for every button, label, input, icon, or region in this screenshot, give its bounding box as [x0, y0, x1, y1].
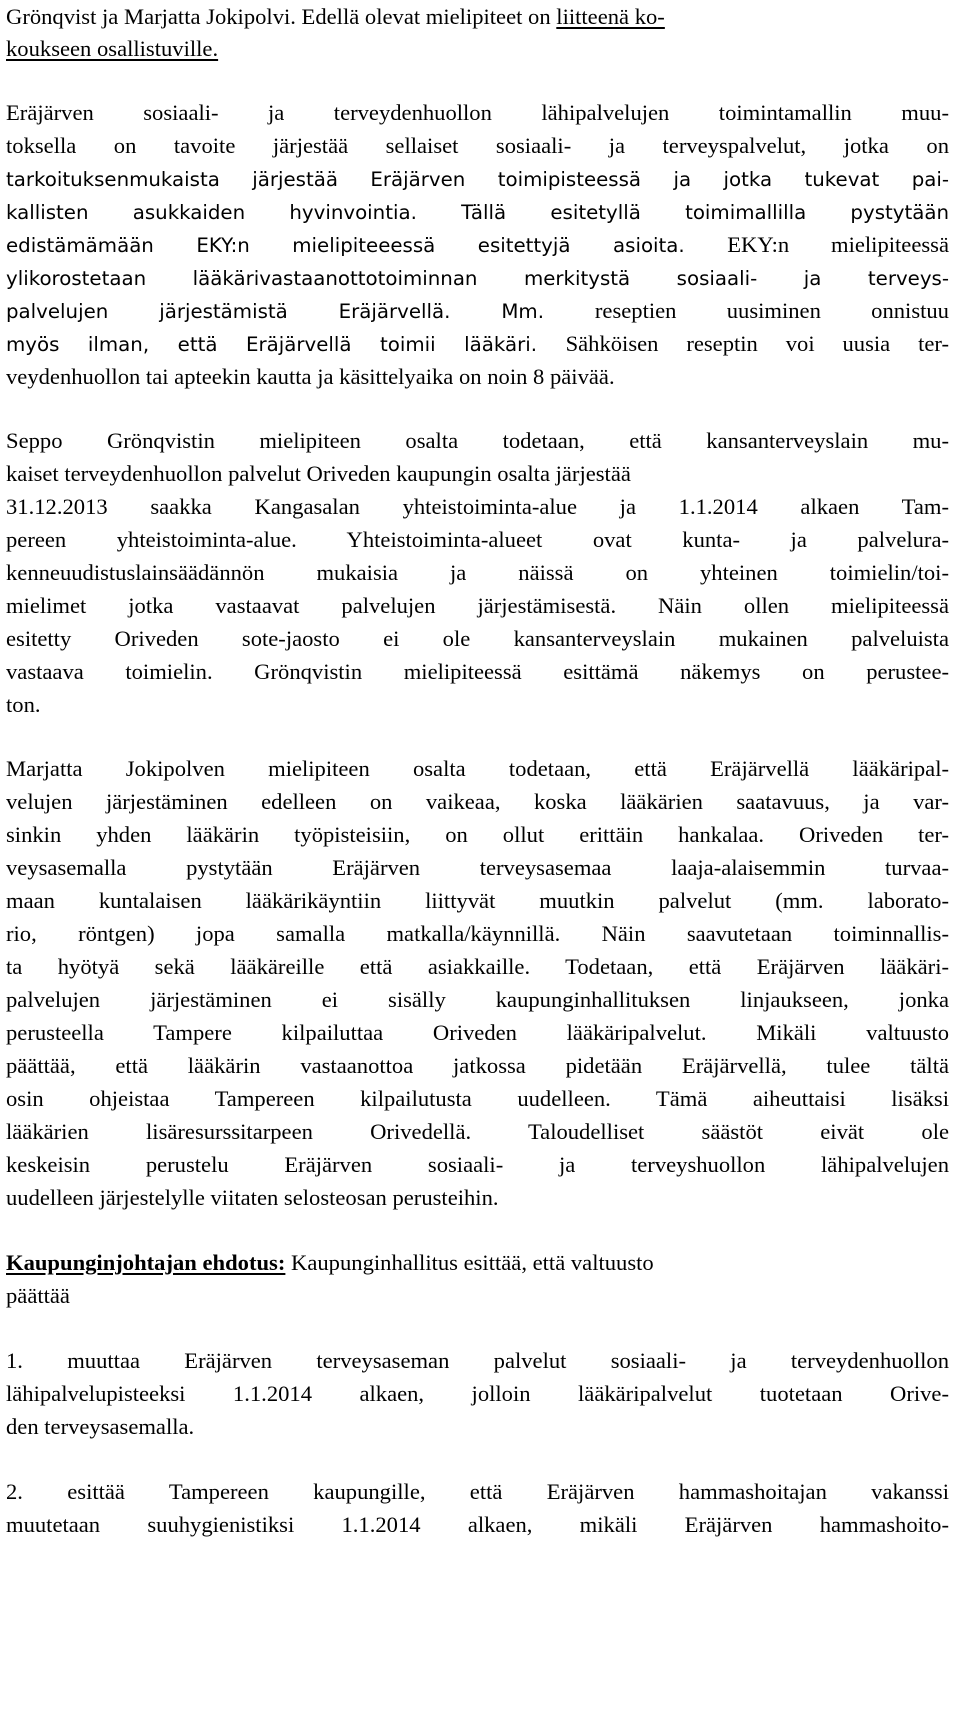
text-run: lähipalvelupisteeksi 1.1.2014 alkaen, jolloin lääkäripalvelut tuotetaan Orive- — [6, 1381, 949, 1406]
text-line — [6, 984, 949, 1016]
text-line — [6, 163, 949, 195]
text-run: Kaupunginhallitus esittää, että valtuusto — [285, 1250, 654, 1275]
text-run: keskeisin perustelu Eräjärven sosiaali- ja terveyshuollon lähipalvelujen — [6, 1152, 949, 1177]
text-line — [6, 590, 949, 622]
text-line — [6, 458, 631, 490]
text-run: myös ilman, että Eräjärvellä toimii lääkäri. — [6, 333, 566, 356]
text-line — [6, 1378, 949, 1410]
text-run: Sähköisen reseptin voi uusia ter- — [565, 331, 949, 356]
text-run: reseptien uusiminen onnistuu — [594, 298, 949, 323]
text-run: sinkin yhden lääkärin työpisteisiin, on ollut erittäin hankalaa. Oriveden ter- — [6, 822, 949, 847]
text-run: kallisten asukkaiden hyvinvointia. — [6, 201, 462, 224]
underlined-text: liitteenä ko- — [556, 4, 665, 29]
text-run: Tällä esitetyllä toimimallilla pystytään — [461, 201, 949, 224]
text-run: lääkärien lisäresurssitarpeen Orivedellä. Taloudelliset säästöt eivät ole — [6, 1119, 949, 1144]
text-run: 1. muuttaa Eräjärven terveysaseman palvelut sosiaali- ja terveydenhuollon — [6, 1348, 949, 1373]
text-run: perusteella Tampere kilpailuttaa Oriveden lääkäripalvelut. Mikäli valtuusto — [6, 1020, 949, 1045]
text-line — [6, 425, 949, 457]
text-line — [6, 1345, 949, 1377]
text-line — [6, 524, 949, 556]
text-run: uudelleen järjestelylle viitaten selosteosan perusteihin. — [6, 1185, 499, 1210]
text-run: rio, röntgen) jopa samalla matkalla/käynnillä. Näin saavutetaan toiminnallis- — [6, 921, 949, 946]
text-run: kaiset terveydenhuollon palvelut Oriveden kaupungin osalta järjestää — [6, 461, 631, 486]
text-line — [6, 1476, 949, 1508]
text-run: edistämämään EKY:n mielipiteeessä esitettyjä asioita. — [6, 234, 728, 257]
text-line — [6, 623, 949, 655]
text-line — [6, 1, 665, 33]
text-run: velujen järjestäminen edelleen on vaikeaa, koska lääkärien saatavuus, ja var- — [6, 789, 949, 814]
text-run: 2. esittää Tampereen kaupungille, että Eräjärven hammashoitajan vakanssi — [6, 1479, 949, 1504]
text-run: veysasemalla pystytään Eräjärven terveysasemaa laaja-alaisemmin turvaa- — [6, 855, 949, 880]
text-line — [6, 656, 949, 688]
text-run: veydenhuollon tai apteekin kautta ja käsittelyaika on noin 8 päivää. — [6, 364, 615, 389]
text-line — [6, 229, 949, 261]
text-line — [6, 753, 949, 785]
text-run: tarkoituksenmukaista järjestää Eräjärven toimipisteessä ja jotka tukevat pai- — [6, 168, 949, 191]
text-line — [6, 1280, 70, 1312]
text-line — [6, 1050, 949, 1082]
text-line — [6, 1247, 654, 1279]
text-line — [6, 852, 949, 884]
text-run: päättää, että lääkärin vastaanottoa jatkossa pidetään Eräjärvellä, tulee tältä — [6, 1053, 949, 1078]
text-run: ton. — [6, 692, 41, 717]
text-run: Grönqvist ja Marjatta Jokipolvi. Edellä olevat mielipiteet on — [6, 4, 557, 29]
text-run: ylikorostetaan lääkärivastaanottotoiminnan merkitystä sosiaali- ja terveys- — [6, 267, 949, 290]
text-line — [6, 328, 949, 360]
underlined-text: koukseen osallistuville. — [6, 36, 219, 61]
text-run: esitetty Oriveden sote-jaosto ei ole kansanterveyslain mukainen palveluista — [6, 626, 949, 651]
text-line — [6, 1116, 949, 1148]
text-line — [6, 262, 949, 294]
text-run: Seppo Grönqvistin mielipiteen osalta todetaan, että kansanterveyslain mu- — [6, 428, 949, 453]
text-line — [6, 97, 949, 129]
text-line — [6, 918, 949, 950]
text-run: Eräjärven sosiaali- ja terveydenhuollon lähipalvelujen toimintamallin muu- — [6, 100, 949, 125]
text-run: den terveysasemalla. — [6, 1414, 195, 1439]
text-line — [6, 689, 41, 721]
text-line — [6, 951, 949, 983]
text-line — [6, 1411, 194, 1443]
text-line — [6, 1182, 499, 1214]
text-run: 31.12.2013 saakka Kangasalan yhteistoiminta-alue ja 1.1.2014 alkaen Tam- — [6, 494, 949, 519]
text-run: päättää — [6, 1283, 70, 1308]
text-line — [6, 1149, 949, 1181]
text-run: palvelujen järjestäminen ei sisälly kaupunginhallituksen linjaukseen, jonka — [6, 987, 949, 1012]
text-line — [6, 786, 949, 818]
text-run: palvelujen järjestämistä Eräjärvellä. Mm. — [6, 300, 595, 323]
text-line — [6, 361, 615, 393]
text-line — [6, 885, 949, 917]
text-line — [6, 491, 949, 523]
text-line — [6, 196, 949, 228]
text-run: maan kuntalaisen lääkärikäyntiin liittyvät muutkin palvelut (mm. laborato- — [6, 888, 949, 913]
text-run: mielimet jotka vastaavat palvelujen järjestämisestä. Näin ollen mielipiteessä — [6, 593, 949, 618]
text-run: osin ohjeistaa Tampereen kilpailutusta uudelleen. Tämä aiheuttaisi lisäksi — [6, 1086, 949, 1111]
text-line — [6, 130, 949, 162]
text-line — [6, 1083, 949, 1115]
text-run: kenneuudistuslainsäädännön mukaisia ja näissä on yhteinen toimielin/toi- — [6, 560, 949, 585]
text-line — [6, 33, 218, 65]
text-run: Marjatta Jokipolven mielipiteen osalta todetaan, että Eräjärvellä lääkäripal- — [6, 756, 949, 781]
text-line — [6, 557, 949, 589]
text-line — [6, 1017, 949, 1049]
text-line — [6, 1509, 949, 1541]
text-run: toksella on tavoite järjestää sellaiset sosiaali- ja terveyspalvelut, jotka on — [6, 133, 949, 158]
text-run: ta hyötyä sekä lääkäreille että asiakkaille. Todetaan, että Eräjärven lääkäri- — [6, 954, 949, 979]
text-line — [6, 819, 949, 851]
text-line — [6, 295, 949, 327]
text-run: vastaava toimielin. Grönqvistin mielipiteessä esittämä näkemys on perustee- — [6, 659, 949, 684]
text-run: EKY:n mielipiteessä — [727, 232, 949, 257]
text-run: pereen yhteistoiminta-alue. Yhteistoiminta-alueet ovat kunta- ja palvelura- — [6, 527, 949, 552]
text-run: muutetaan suuhygienistiksi 1.1.2014 alkaen, mikäli Eräjärven hammashoito- — [6, 1512, 949, 1537]
underlined-text: Kaupunginjohtajan ehdotus: — [6, 1250, 286, 1275]
